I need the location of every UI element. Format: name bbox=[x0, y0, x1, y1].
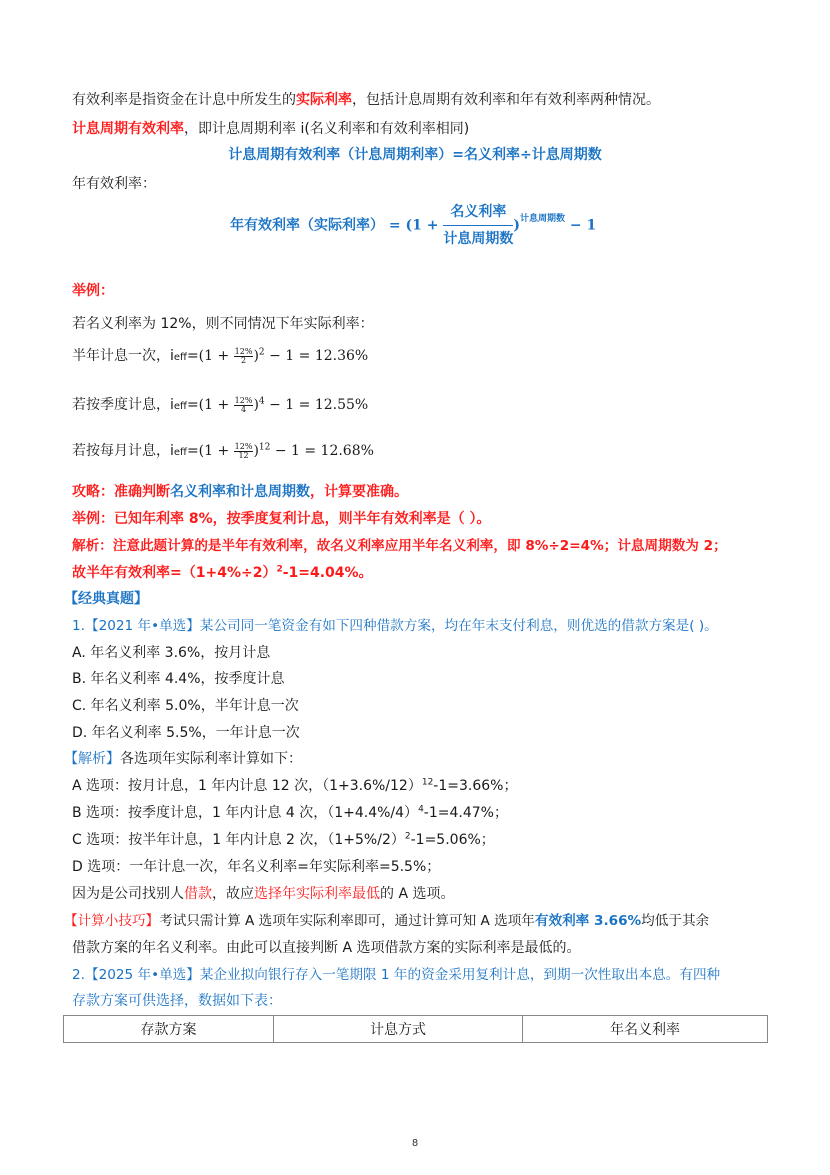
calc-b bbox=[72, 803, 508, 823]
case-fraction bbox=[234, 348, 254, 365]
intro-text: 有效利率是指资金在计息中所发生的 bbox=[72, 92, 296, 108]
question-1: 1.【2021 年•单选】某公司同一笔资金有如下四种借款方案，均在年末支付利息，则优选的借款方案是( )。 bbox=[72, 618, 718, 634]
fraction-numerator: 12% bbox=[234, 441, 253, 451]
calc-exponent: 2 bbox=[404, 831, 411, 842]
case-fraction bbox=[234, 397, 254, 414]
calc-text: B 选项：按季度计息，1 年内计息 4 次，（1+4.4%/4） bbox=[72, 805, 419, 821]
calc-text: C 选项：按半年计息，1 年内计息 2 次，（1+5%/2） bbox=[72, 832, 405, 848]
calc-tip-line-2: 借款方案的年名义利率。由此可以直接判断 A 选项借款方案的实际利率是最低的。 bbox=[72, 940, 581, 956]
ieff-subscript: eff bbox=[173, 447, 187, 458]
intro-text: ，包括计息周期有效利率和年有效利率两种情况。 bbox=[352, 92, 660, 108]
analysis-line-1: 解析：注意此题计算的是半年有效利率，故名义利率应用半年名义利率，即 8%÷2=4%；计息周期数为 2； bbox=[72, 538, 727, 554]
analysis-text: 各选项年实际利率计算如下： bbox=[120, 751, 302, 767]
ieff-subscript: eff bbox=[173, 352, 187, 363]
case-result: − 1 = 12.68% bbox=[270, 443, 374, 459]
option-a: A. 年名义利率 3.6%，按月计息 bbox=[72, 645, 271, 661]
intro-text: ，即计息周期利率 i(名义利率和有效利率相同) bbox=[184, 121, 470, 137]
conclusion-text: 因为是公司找别人 bbox=[72, 886, 184, 902]
fraction-denominator: 12 bbox=[238, 450, 249, 460]
analysis-text: 故半年有效利率=（1+4%÷2） bbox=[72, 565, 277, 581]
intro-paragraph-1 bbox=[72, 90, 660, 110]
formula-exponent: 计息周期数 bbox=[519, 214, 565, 224]
conclusion-text: 的 A 选项。 bbox=[380, 886, 455, 902]
option-d: D. 年名义利率 5.5%，一年计息一次 bbox=[72, 725, 300, 741]
fraction-numerator: 12% bbox=[234, 346, 253, 356]
fraction-denominator: 2 bbox=[241, 355, 247, 365]
formula-fraction bbox=[443, 203, 513, 248]
formula-close: ) bbox=[513, 217, 520, 234]
fraction-numerator: 12% bbox=[234, 395, 253, 405]
classic-heading: 【经典真题】 bbox=[64, 591, 148, 607]
strategy-text: 攻略：准确判断 bbox=[72, 484, 170, 500]
fraction-numerator: 名义利率 bbox=[443, 203, 513, 226]
ieff-eq: =(1 + bbox=[186, 397, 234, 413]
ieff-eq: =(1 + bbox=[186, 348, 234, 364]
analysis-line-2 bbox=[72, 563, 373, 583]
conclusion bbox=[72, 884, 454, 904]
case-fraction bbox=[234, 443, 254, 460]
header-cell-rate: 年名义利率 bbox=[523, 1016, 768, 1043]
tip-text: 均低于其余 bbox=[641, 913, 710, 929]
case-exponent: 2 bbox=[258, 347, 265, 358]
conclusion-highlight: 借款 bbox=[184, 886, 212, 902]
tip-highlight: 有效利率 3.66% bbox=[534, 913, 642, 929]
deposit-table bbox=[63, 1015, 768, 1043]
highlight-real-rate: 实际利率 bbox=[296, 92, 352, 108]
conclusion-highlight: 选择年实际利率最低 bbox=[254, 886, 380, 902]
question-2-line-2: 存款方案可供选择，数据如下表： bbox=[72, 993, 282, 1009]
tip-tag: 【计算小技巧】 bbox=[64, 913, 160, 929]
fraction-denominator: 计息周期数 bbox=[443, 231, 514, 248]
tip-text: 考试只需计算 A 选项年实际利率即可，通过计算可知 A 选项年 bbox=[159, 913, 535, 929]
formula-period-rate: 计息周期有效利率（计息周期利率）=名义利率÷计息周期数 bbox=[228, 147, 602, 163]
case-exponent: 12 bbox=[258, 442, 271, 453]
highlight-period-rate: 计息周期有效利率 bbox=[72, 121, 184, 137]
strategy-text: ，计算要准确。 bbox=[310, 484, 408, 500]
analysis-text: -1=4.04%。 bbox=[282, 565, 373, 581]
ieff-symbol: i bbox=[170, 397, 174, 413]
strategy-highlight: 名义利率和计息周期数 bbox=[170, 484, 310, 500]
calc-exponent: 12 bbox=[421, 777, 434, 788]
case-label: 若按季度计息， bbox=[72, 397, 170, 413]
example-heading: 举例： bbox=[72, 283, 114, 299]
analysis-tag: 【解析】 bbox=[64, 751, 120, 767]
calc-tip-line-1 bbox=[64, 911, 709, 931]
formula-eq: = (1 + bbox=[384, 217, 444, 234]
calc-text: A 选项：按月计息，1 年内计息 12 次，（1+3.6%/12） bbox=[72, 778, 422, 794]
calc-text: D 选项：一年计息一次，年名义利率=年实际利率=5.5%； bbox=[72, 859, 441, 875]
conclusion-text: ，故应 bbox=[212, 886, 254, 902]
strategy-line bbox=[72, 482, 408, 502]
example2-line: 举例：已知年利率 8%，按季度复利计息，则半年有效利率是（ ）。 bbox=[72, 511, 491, 527]
question-2-line-1: 2.【2025 年•单选】某企业拟向银行存入一笔期限 1 年的资金采用复利计息，到期一次性取出本息。有四种 bbox=[72, 967, 721, 983]
example-case-monthly: 若按每月计息，ieff=(1 + $\frac{12\%}{12}$ )$^{12}$ − 1 = 12.68% bbox=[72, 441, 374, 460]
calc-d bbox=[72, 857, 440, 877]
example-premise: 若名义利率为 12%，则不同情况下年实际利率： bbox=[72, 316, 374, 332]
case-result: − 1 = 12.36% bbox=[264, 348, 369, 364]
calc-c bbox=[72, 830, 495, 850]
formula-tail: − 1 bbox=[564, 217, 597, 234]
example-case-semiannual: 半年计息一次，ieff=(1 + $\frac{12\%}{2}$ )$^2$ − 1 = 12.36% bbox=[72, 346, 369, 365]
ieff-symbol: i bbox=[170, 443, 174, 459]
ieff-eq: =(1 + bbox=[186, 443, 234, 459]
page-number: 8 bbox=[411, 1138, 419, 1149]
case-label: 半年计息一次， bbox=[72, 348, 170, 364]
calc-text: -1=3.66%； bbox=[433, 778, 518, 794]
calc-exponent: 4 bbox=[418, 804, 424, 815]
calc-text: -1=4.47%； bbox=[423, 805, 508, 821]
calc-text: -1=5.06%； bbox=[410, 832, 495, 848]
option-c: C. 年名义利率 5.0%，半年计息一次 bbox=[72, 698, 299, 714]
table-header-row bbox=[64, 1016, 768, 1043]
intro-paragraph-2 bbox=[72, 119, 469, 139]
analysis-intro bbox=[64, 749, 302, 769]
case-exponent: 4 bbox=[258, 396, 265, 407]
header-cell-plan: 存款方案 bbox=[64, 1016, 274, 1043]
analysis-exponent: 2 bbox=[276, 564, 283, 575]
formula-annual-rate bbox=[230, 203, 596, 248]
header-cell-method: 计息方式 bbox=[274, 1016, 523, 1043]
annual-rate-label: 年有效利率： bbox=[72, 176, 156, 192]
ieff-subscript: eff bbox=[173, 401, 187, 412]
case-result: − 1 = 12.55% bbox=[264, 397, 369, 413]
option-b: B. 年名义利率 4.4%，按季度计息 bbox=[72, 671, 285, 687]
fraction-denominator: 4 bbox=[241, 404, 247, 414]
formula-lhs: 年有效利率（实际利率） bbox=[230, 217, 384, 234]
case-label: 若按每月计息， bbox=[72, 443, 170, 459]
calc-a bbox=[72, 776, 517, 796]
example-case-quarterly: 若按季度计息，ieff=(1 + $\frac{12\%}{4}$ )$^4$ − 1 = 12.55% bbox=[72, 395, 369, 414]
ieff-symbol: i bbox=[170, 348, 174, 364]
